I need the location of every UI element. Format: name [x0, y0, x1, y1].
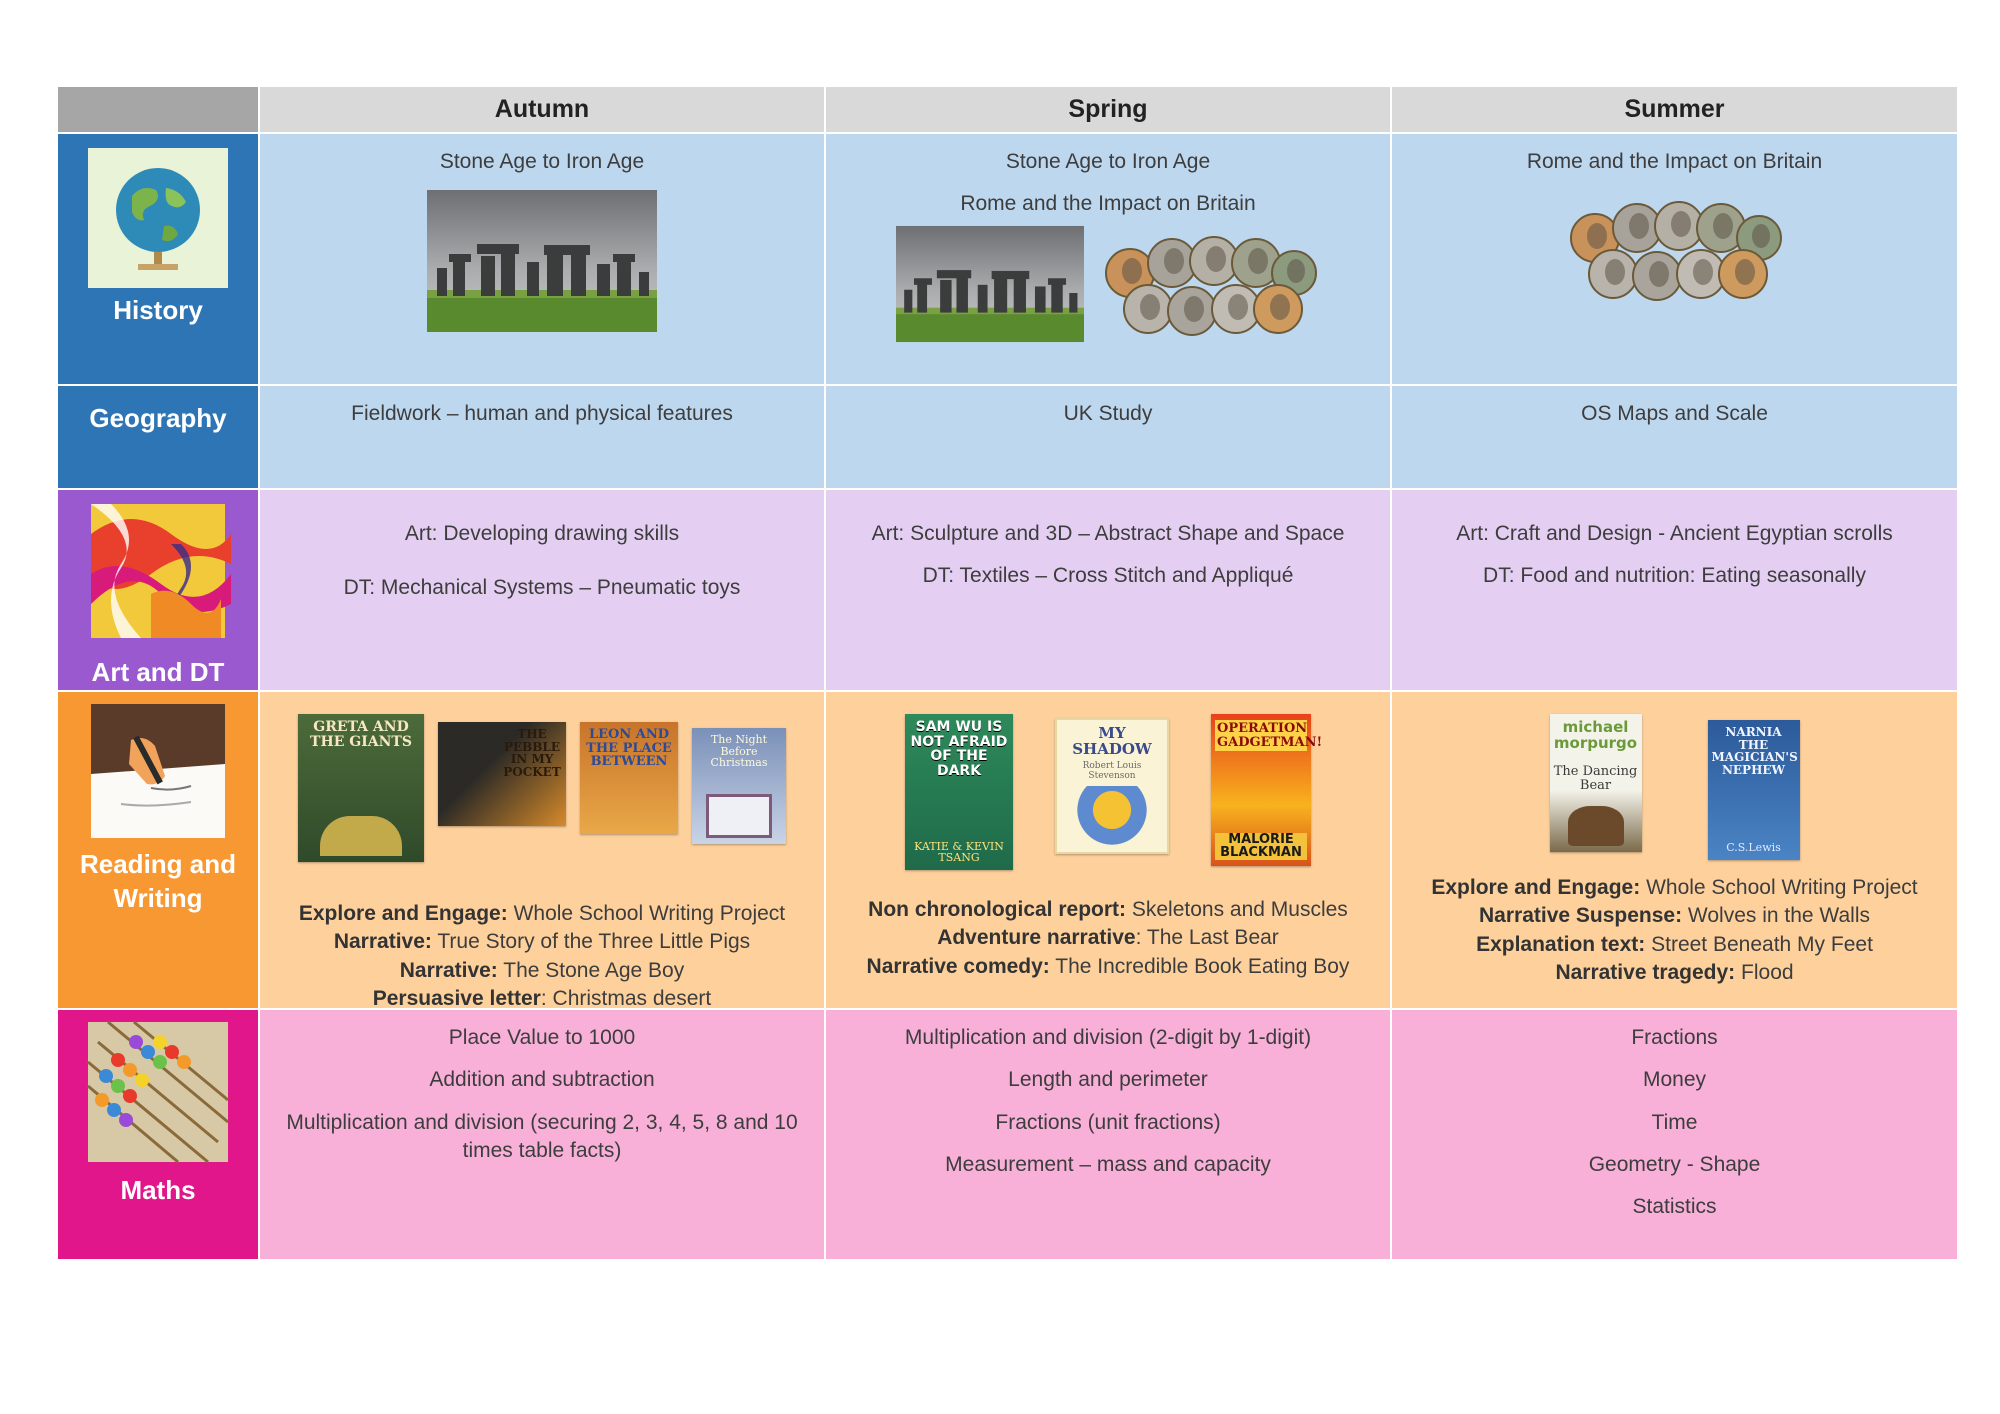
stonehenge-photo: [896, 225, 1084, 343]
subject-maths-label: Maths: [120, 1175, 196, 1205]
header-spring: Spring: [826, 87, 1390, 132]
history-autumn: [260, 134, 824, 384]
history-autumn-topic: Stone Age to Iron Age: [439, 150, 645, 173]
curriculum-table: [58, 87, 1951, 1259]
maths-summer: [1392, 1010, 1957, 1259]
book-pebble-title: THE PEBBLE IN MY POCKET: [503, 727, 561, 779]
maths-spring-1: Multiplication and division (2-digit by 1-digit): [904, 1026, 1312, 1049]
reading-summer-line-3-bold: Explanation text:: [1476, 932, 1646, 956]
art-summer-dt: DT: Food and nutrition: Eating seasonally: [1483, 564, 1866, 588]
book-shadow-title: MY SHADOW: [1072, 724, 1152, 758]
geography-autumn-topic: Fieldwork – human and physical features: [351, 402, 733, 425]
reading-spring-line-3-bold: Narrative comedy:: [866, 954, 1050, 978]
art-autumn: [260, 490, 824, 690]
subject-geography: [58, 386, 258, 488]
maths-spring-4: Measurement – mass and capacity: [945, 1153, 1271, 1177]
book-leon-title: LEON AND THE PLACE BETWEEN: [586, 727, 672, 770]
subject-reading: [58, 692, 258, 1008]
maths-spring-2: Length and perimeter: [1008, 1068, 1208, 1092]
reading-summer-line-2-text: Wolves in the Walls: [1682, 904, 1870, 928]
maths-spring-3: Fractions (unit fractions): [995, 1110, 1221, 1134]
reading-spring-line-2-text: : The Last Bear: [1135, 926, 1279, 950]
maths-autumn: [260, 1010, 824, 1259]
maths-summer-5: Statistics: [1632, 1195, 1717, 1219]
subject-geography-label: Geography: [89, 403, 227, 433]
reading-autumn: [260, 692, 824, 1011]
book-pebble: [438, 722, 566, 826]
art-summer: [1392, 490, 1957, 690]
reading-summer-line-4-bold: Narrative tragedy:: [1555, 961, 1736, 985]
paint-swirl-icon: [91, 504, 225, 638]
maths-autumn-2: Addition and subtraction: [429, 1068, 655, 1092]
reading-autumn-line-1-bold: Explore and Engage:: [298, 902, 508, 925]
book-narnia: [1708, 720, 1800, 860]
book-samwu-title: SAM WU IS NOT AFRAID OF THE DARK: [910, 719, 1008, 780]
reading-autumn-line-4-text: : Christmas desert: [540, 987, 712, 1011]
history-spring-topic-2: Rome and the Impact on Britain: [960, 192, 1256, 216]
reading-spring-line-1: [836, 896, 1380, 924]
reading-autumn-line-1-text: Whole School Writing Project: [507, 902, 786, 925]
book-shadow-author: Robert Louis Stevenson: [1082, 761, 1142, 781]
history-spring: [826, 134, 1390, 384]
history-spring-topic-1: Stone Age to Iron Age: [1005, 150, 1211, 173]
reading-summer-line-2: [1402, 902, 1947, 930]
roman-coins-photo: [1565, 190, 1785, 310]
reading-autumn-line-1: [270, 900, 814, 928]
reading-spring: [826, 692, 1390, 1008]
subject-reading-label-2: Writing: [113, 882, 203, 913]
reading-summer-line-4-text: Flood: [1735, 961, 1794, 985]
header-autumn: Autumn: [260, 87, 824, 132]
book-narnia-title: NARNIA THE MAGICIAN'S NEPHEW: [1711, 725, 1798, 777]
reading-autumn-line-2-text: True Story of the Three Little Pigs: [431, 930, 751, 954]
subject-history: [58, 134, 258, 384]
reading-autumn-line-2: [270, 928, 814, 956]
stonehenge-photo: [427, 190, 657, 332]
geography-spring-topic: UK Study: [1063, 402, 1153, 425]
maths-autumn-1: Place Value to 1000: [448, 1026, 636, 1049]
reading-spring-line-2-bold: Adventure narrative: [937, 926, 1136, 950]
reading-autumn-line-2-bold: Narrative:: [333, 930, 432, 954]
reading-spring-line-3-text: The Incredible Book Eating Boy: [1049, 954, 1350, 978]
book-night-title: The Night Before Christmas: [710, 733, 768, 770]
reading-spring-line-1-bold: Non chronological report:: [868, 898, 1127, 921]
reading-spring-line-1-text: Skeletons and Muscles: [1126, 898, 1348, 921]
geography-spring: [826, 386, 1390, 488]
art-spring: [826, 490, 1390, 690]
art-spring-art: Art: Sculpture and 3D – Abstract Shape and Space: [871, 522, 1345, 545]
book-greta: [298, 714, 424, 862]
subject-art: [58, 490, 258, 690]
reading-spring-line-3: [836, 953, 1380, 981]
header-summer: Summer: [1392, 87, 1957, 132]
header-corner: [58, 87, 258, 132]
subject-reading-label: [80, 848, 236, 916]
maths-autumn-3: Multiplication and division (securing 2, 3, 4, 5, 8 and 10 times table facts): [286, 1110, 798, 1163]
reading-autumn-line-4-bold: Persuasive letter: [372, 987, 541, 1011]
maths-summer-3: Time: [1651, 1110, 1698, 1134]
book-dancing-bear: [1550, 714, 1642, 852]
art-autumn-art: Art: Developing drawing skills: [404, 522, 680, 545]
reading-autumn-line-3-bold: Narrative:: [399, 958, 498, 982]
subject-reading-label-1: Reading and: [79, 849, 236, 879]
book-gadget-title: OPERATION GADGETMAN!: [1217, 721, 1323, 750]
maths-spring: [826, 1010, 1390, 1259]
book-greta-title: GRETA AND THE GIANTS: [310, 719, 412, 750]
roman-coins-photo: [1100, 225, 1320, 345]
reading-spring-line-2: [836, 924, 1380, 952]
maths-summer-1: Fractions: [1631, 1026, 1718, 1049]
abacus-icon: [88, 1022, 228, 1162]
reading-summer-line-4: [1402, 959, 1947, 987]
book-gadget-author: MALORIE BLACKMAN: [1215, 833, 1307, 860]
art-autumn-dt: DT: Mechanical Systems – Pneumatic toys: [343, 576, 741, 600]
reading-autumn-line-3-text: The Stone Age Boy: [497, 958, 685, 982]
reading-summer-line-3-text: Street Beneath My Feet: [1645, 932, 1873, 956]
book-samwu: [905, 714, 1013, 870]
subject-history-label: History: [113, 295, 203, 325]
art-summer-art: Art: Craft and Design - Ancient Egyptian scrolls: [1456, 522, 1893, 545]
maths-summer-4: Geometry - Shape: [1588, 1153, 1761, 1177]
history-summer-topic: Rome and the Impact on Britain: [1526, 150, 1823, 173]
reading-summer-line-1: [1402, 874, 1947, 902]
book-narnia-author: C.S.Lewis: [1726, 841, 1781, 855]
reading-summer-line-3: [1402, 931, 1947, 959]
book-shadow: [1055, 718, 1169, 854]
book-gadget: [1211, 714, 1323, 866]
geography-autumn: [260, 386, 824, 488]
subject-art-label: Art and DT: [91, 657, 225, 687]
reading-summer: [1392, 692, 1957, 1008]
book-dancing-author: michael morpurgo: [1553, 718, 1638, 752]
art-spring-dt: DT: Textiles – Cross Stitch and Appliqué: [922, 564, 1294, 588]
reading-summer-line-2-bold: Narrative Suspense:: [1479, 904, 1683, 928]
geography-summer: [1392, 386, 1957, 488]
maths-summer-2: Money: [1642, 1068, 1707, 1092]
history-summer: [1392, 134, 1957, 384]
reading-autumn-line-3: [270, 957, 814, 985]
book-leon: [580, 722, 678, 834]
geography-summer-topic: OS Maps and Scale: [1581, 402, 1768, 425]
reading-summer-line-1-bold: Explore and Engage:: [1431, 876, 1641, 899]
subject-maths: [58, 1010, 258, 1259]
writing-hand-icon: [91, 704, 225, 838]
globe-icon: [88, 148, 228, 288]
book-samwu-authors: KATIE & KEVIN TSANG: [914, 839, 1004, 865]
reading-summer-line-1-text: Whole School Writing Project: [1640, 876, 1918, 899]
book-dancing-title: The Dancing Bear: [1553, 764, 1638, 793]
book-night: [692, 728, 786, 844]
